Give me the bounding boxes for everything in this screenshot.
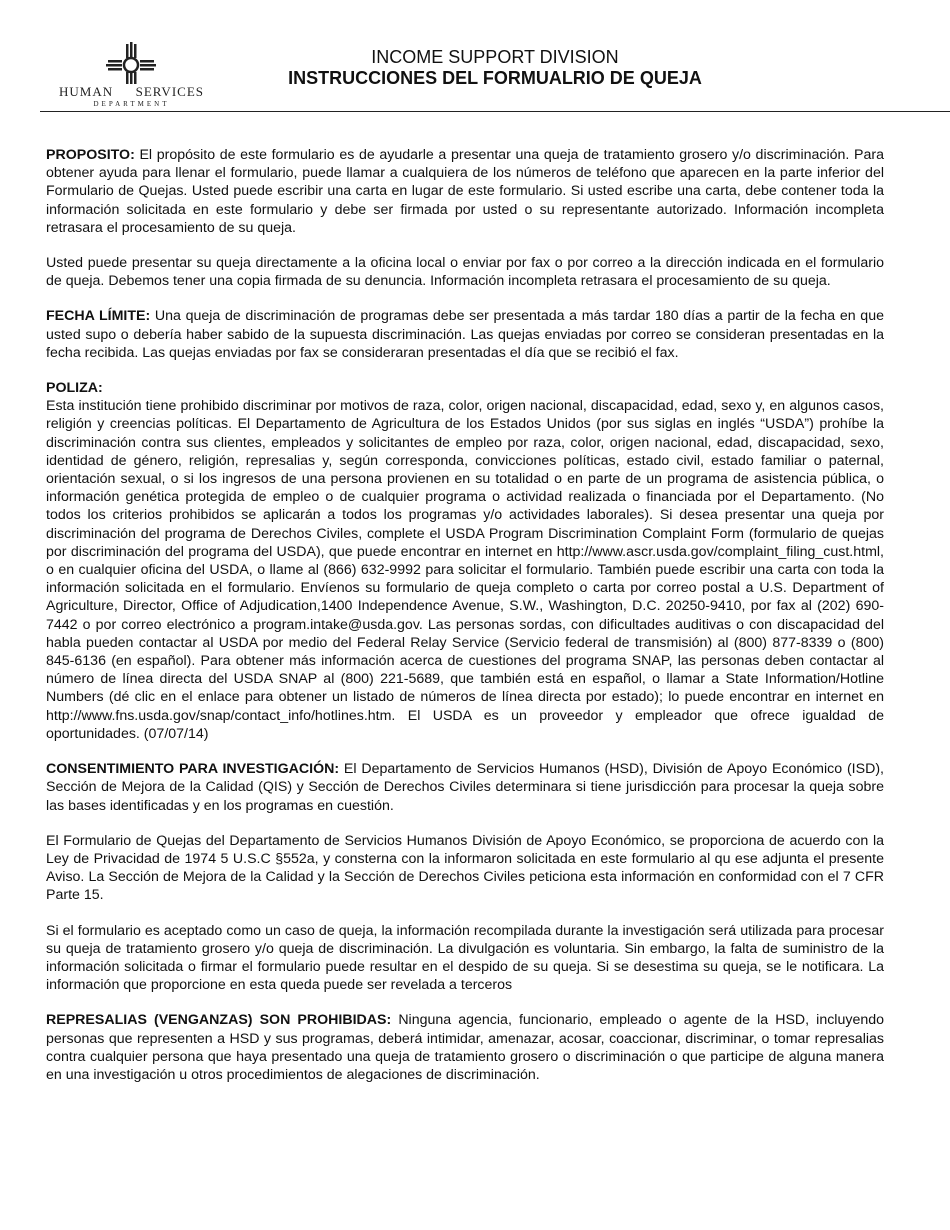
presentar-text: Usted puede presentar su queja directamente a la oficina local o enviar por fax o por correo a la dirección indicada en el formulario de queja. Debemos tener una copia firmada de su denuncia. Información incompleta retrasara el procesamiento de su queja. — [46, 255, 884, 290]
page-header — [0, 0, 950, 118]
fecha-limite-paragraph — [46, 307, 884, 362]
document-body — [46, 146, 884, 1101]
aceptado-paragraph — [46, 922, 884, 995]
header-divider — [40, 111, 950, 112]
proposito-paragraph — [46, 146, 884, 237]
hsd-logo — [44, 40, 219, 110]
privacidad-text: El Formulario de Quejas del Departamento de Servicios Humanos División de Apoyo Económico, se proporciona de acuerdo con la Ley de Privacidad de 1974 5 U.S.C §552a, y consterna con la informaron solicitada en este formulario al qu ese adjunta el presente Aviso. La Sección de Mejora de la Calidad y la Sección de Derechos Civiles peticiona esta información en conformidad con el 7 CFR Parte 15. — [46, 832, 884, 904]
aceptado-text: Si el formulario es aceptado como un caso de queja, la información recompilada durante la investigación será utilizada para procesar su queja de tratamiento grosero y/o queja de discriminación. La divulgación es voluntaria. Sin embargo, la falta de suministro de la información solicitada o firmar el formulario puede resultar en el despido de su queja. Si se desestima su queja, se le notificara. La información que proporcione en esta queda puede ser revelada a terceros — [46, 922, 884, 994]
fecha-limite-heading: FECHA LÍMITE: — [46, 308, 151, 325]
form-title: INSTRUCCIONES DEL FORMUALRIO DE QUEJA — [288, 68, 702, 88]
represalias-heading: REPRESALIAS (VENGANZAS) SON PROHIBIDAS: — [46, 1012, 392, 1029]
logo-word-left: HUMAN — [59, 84, 114, 99]
poliza-paragraph — [46, 379, 884, 743]
represalias-paragraph — [46, 1011, 884, 1084]
consentimiento-paragraph — [46, 760, 884, 815]
logo-subtitle: DEPARTMENT — [93, 100, 170, 108]
proposito-text: El propósito de este formulario es de ayudarle a presentar una queja de tratamiento grosero y/o discriminación. Para obtener ayuda para llenar el formulario, puede llamar a cualquiera de los números de teléfono que aparecen en la parte inferior del Formulario de Quejas. Usted puede escribir una carta en lugar de este formulario. Si usted escribe una carta, debe contener toda la información solicitada en este formulario y debe ser firmada por usted o su representante autorizado. Información incompleta retrasara el procesamiento de su queja. — [46, 147, 884, 236]
poliza-heading: POLIZA: — [46, 380, 103, 397]
proposito-heading: PROPOSITO: — [46, 147, 135, 163]
consentimiento-text: El Departamento de Servicios Humanos (HSD), División de Apoyo Económico (ISD), Sección de Mejora de la Calidad (QIS) y Sección de Derechos Civiles determinara si tiene jurisdicción para procesar la queja sobre las bases identificadas y en los programas en cuestión. — [46, 761, 884, 814]
poliza-text: Esta institución tiene prohibido discriminar por motivos de raza, color, origen nacional, discapacidad, edad, sexo y, en algunos casos, religión y creencias políticas. El Departamento de Agricultura de los Estados Unidos (por sus siglas en inglés “USDA”) prohíbe la discriminación contra sus clientes, empleados y solicitantes de empleo por raza, color, origen nacional, edad, discapacidad, sexo, identidad de género, religión, represalias y, según corresponda, convicciones políticas, estado civil, estado familiar o paternal, orientación sexual, o si los ingresos de una persona provienen en su totalidad o en parte de un programa de asistencia pública, o información genética protegida de empleo o de cualquier programa o actividad realizada o financiada por el Departamento. (No todos los criterios prohibidos se aplicarán a todos los programas y/o actividades laborales). Si desea presentar una queja por discriminación del programa de Derechos Civiles, complete el USDA Program Discrimination Complaint Form (formulario de quejas por discriminación del programa del USDA), que puede encontrar en internet en http://www.ascr.usda.gov/complaint_filing_cust.html, o en cualquier oficina del USDA, o llame al (866) 632-9992 para solicitar el formulario. También puede escribir una carta con toda la información solicitada en el formulario. Envíenos su formulario de queja completo o carta por correo postal a U.S. Department of Agriculture, Director, Office of Adjudication,1400 Independence Avenue, S.W., Washington, D.C. 20250-9410, por fax al (202) 690-7442 o por correo electrónico a program.intake@usda.gov. Las personas sordas, con dificultades auditivas o con discapacidad del habla pueden contactar al USDA por medio del Federal Relay Service (Servicio federal de transmisión) al (800) 877-8339 o (800) 845-6136 (en español). Para obtener más información acerca de cuestiones del programa SNAP, las personas deben contactar al número de línea directa del USDA SNAP al (800) 221-5689, que también está en español, o llamar a State Information/Hotline Numbers (dé clic en el enlace para obtener un listado de números de línea directa por estado); lo puede encontrar en internet en http://www.fns.usda.gov/snap/contact_info/hotlines.htm. El USDA es un proveedor y empleador que ofrece igualdad de oportunidades. (07/07/14) — [46, 398, 884, 742]
logo-wordmark — [44, 84, 219, 100]
zia-sun-icon — [106, 42, 156, 84]
consentimiento-heading: CONSENTIMIENTO PARA INVESTIGACIÓN: — [46, 761, 340, 778]
logo-word-right: SERVICES — [135, 84, 204, 99]
division-title: INCOME SUPPORT DIVISION — [371, 47, 619, 67]
privacidad-paragraph — [46, 832, 884, 905]
fecha-limite-text: Una queja de discriminación de programas debe ser presentada a más tardar 180 días a partir de la fecha en que usted supo o debería haber sabido de la supuesta discriminación. Las quejas enviadas por correo se consideran presentadas en la fecha recibida. Las quejas enviadas por fax se consideraran presentadas el día que se recibió el fax. — [46, 308, 884, 361]
represalias-text: Ninguna agencia, funcionario, empleado o agente de la HSD, incluyendo personas que representen a HSD y sus programas, deberá intimidar, amenazar, acosar, coaccionar, discriminar, o tomar represalias contra cualquier persona que haya presentado una queja de tratamiento grosero o discriminación o que participe de alguna manera en una investigación u otros procedimientos de alegaciones de discriminación. — [46, 1012, 885, 1083]
presentar-paragraph — [46, 254, 884, 290]
